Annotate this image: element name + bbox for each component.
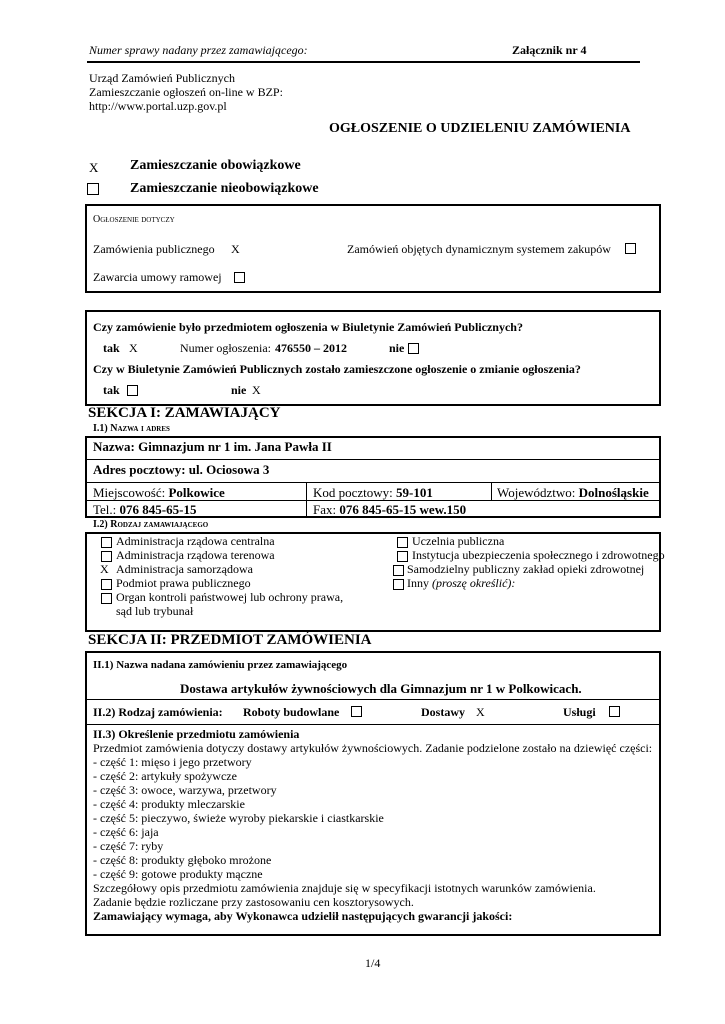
city-field — [93, 485, 225, 501]
type-control-label: Organ kontroli państwowej lub ochrony prawa, — [116, 590, 344, 604]
works-checkbox[interactable] — [351, 706, 362, 717]
mandatory-mark: X — [89, 160, 99, 175]
type-other-field — [407, 576, 515, 591]
bulletin-number-label: Numer ogłoszenia: — [180, 341, 271, 355]
voivodeship-field — [497, 485, 649, 501]
fax-field — [313, 502, 466, 518]
bulletin-q2-yes-checkbox[interactable] — [127, 385, 138, 396]
part-1: - część 1: mięso i jego przetwory — [93, 755, 252, 769]
type-insurance-checkbox[interactable] — [397, 551, 408, 562]
bulletin-q2-yes-label: tak — [103, 383, 120, 397]
bulletin-q2-no-mark: X — [252, 383, 261, 397]
org-name: Nazwa: Gimnazjum nr 1 im. Jana Pawła II — [93, 439, 332, 454]
bulletin-question-1: Czy zamówienie było przedmiotem ogłoszenia w Biuletynie Zamówień Publicznych? — [93, 320, 523, 334]
type-healthcare-checkbox[interactable] — [393, 565, 404, 576]
dynamic-system-checkbox[interactable] — [625, 243, 636, 254]
supplies-mark: X — [476, 705, 485, 719]
type-insurance-label: Instytucja ubezpieczenia społecznego i zdrowotnego — [412, 548, 665, 562]
type-control-label-cont: sąd lub trybunał — [116, 604, 194, 618]
services-label: Usługi — [563, 705, 596, 719]
bulletin-no-label: nie — [389, 341, 405, 355]
city-label: Miejscowość: — [93, 485, 166, 500]
type-regional-label: Administracja rządowa terenowa — [116, 548, 275, 562]
section-1-title: SEKCJA I: ZAMAWIAJĄCY — [88, 405, 281, 421]
type-university-checkbox[interactable] — [397, 537, 408, 548]
public-order-label: Zamówienia publicznego — [93, 242, 215, 256]
concerns-heading: Ogłoszenie dotyczy — [93, 214, 175, 225]
bulletin-yes-mark: X — [129, 341, 138, 355]
city-value: Polkowice — [168, 485, 225, 500]
part-7: - część 7: ryby — [93, 839, 164, 853]
type-local-label: Administracja samorządowa — [116, 562, 253, 576]
header-rule — [87, 61, 640, 63]
bulletin-no-checkbox[interactable] — [408, 343, 419, 354]
attachment-label: Załącznik nr 4 — [512, 43, 587, 57]
address-divider-2 — [86, 482, 660, 483]
tel-value: 076 845-65-15 — [119, 502, 197, 517]
bulletin-number-value: 476550 – 2012 — [275, 341, 347, 355]
framework-label: Zawarcia umowy ramowej — [93, 270, 222, 284]
part-4: - część 4: produkty mleczarskie — [93, 797, 245, 811]
tel-field — [93, 502, 196, 518]
mandatory-label: Zamieszczanie obowiązkowe — [130, 158, 301, 173]
postal-field — [313, 485, 433, 501]
part-6: - część 6: jaja — [93, 825, 159, 839]
public-order-mark: X — [231, 242, 240, 256]
office-name: Urząd Zamówień Publicznych — [89, 71, 235, 85]
services-checkbox[interactable] — [609, 706, 620, 717]
billing-note: Zadanie będzie rozliczane przy zastosowaniu cen kosztorysowych. — [93, 895, 414, 909]
type-central-label: Administracja rządowa centralna — [116, 534, 275, 548]
bulletin-question-2: Czy w Biuletynie Zamówień Publicznych zostało zamieszczone ogłoszenie o zmianie ogłoszenia? — [93, 362, 581, 376]
case-number-label: Numer sprawy nadany przez zamawiającego: — [89, 43, 308, 57]
order-intro: Przedmiot zamówienia dotyczy dostawy artykułów żywnościowych. Zadanie podzielone zostało na dziewięć części: — [93, 741, 653, 755]
part-8: - część 8: produkty głęboko mrożone — [93, 853, 272, 867]
supplies-label: Dostawy — [421, 705, 465, 719]
part-3: - część 3: owoce, warzywa, przetwory — [93, 783, 277, 797]
framework-checkbox[interactable] — [234, 272, 245, 283]
address-col-divider-2 — [491, 483, 492, 500]
dynamic-system-label: Zamówień objętych dynamicznym systemem zakupów — [347, 242, 611, 256]
section-2-sub-2: II.2) Rodzaj zamówienia: — [93, 705, 223, 719]
postal-value: 59-101 — [396, 485, 433, 500]
office-url[interactable]: http://www.portal.uzp.gov.pl — [89, 99, 227, 113]
address-divider-1 — [86, 459, 660, 460]
type-control-checkbox[interactable] — [101, 593, 112, 604]
optional-checkbox[interactable] — [87, 183, 99, 195]
section-1-sub-1: I.1) Nazwa i adres — [93, 423, 170, 434]
bulletin-q2-no-label: nie — [231, 383, 247, 397]
type-healthcare-label: Samodzielny publiczny zakład opieki zdrowotnej — [407, 562, 645, 576]
part-5: - część 5: pieczywo, świeże wyroby piekarskie i ciastkarskie — [93, 811, 384, 825]
section-1-sub-2: I.2) Rodzaj zamawiającego — [93, 519, 209, 530]
type-university-label: Uczelnia publiczna — [412, 534, 505, 548]
detail-note: Szczegółowy opis przedmiotu zamówienia znajduje się w specyfikacji istotnych warunków zamówienia. — [93, 881, 596, 895]
order-name: Dostawa artykułów żywnościowych dla Gimnazjum nr 1 w Polkowicach. — [180, 681, 582, 696]
tel-label: Tel.: — [93, 502, 117, 517]
guarantee-note: Zamawiający wymaga, aby Wykonawca udzielił następujących gwarancji jakości: — [93, 909, 513, 923]
type-other-label: Inny — [407, 576, 429, 590]
type-regional-checkbox[interactable] — [101, 551, 112, 562]
office-online: Zamieszczanie ogłoszeń on-line w BZP: — [89, 85, 283, 99]
section-2-sub-1: II.1) Nazwa nadana zamówieniu przez zamawiającego — [93, 659, 348, 671]
page-number: 1/4 — [365, 956, 381, 970]
voivodeship-label: Województwo: — [497, 485, 576, 500]
type-other-hint: (proszę określić): — [432, 576, 516, 590]
bulletin-yes-label: tak — [103, 341, 120, 355]
page-title: OGŁOSZENIE O UDZIELENIU ZAMÓWIENIA — [329, 121, 631, 136]
postal-label: Kod pocztowy: — [313, 485, 393, 500]
works-label: Roboty budowlane — [243, 705, 340, 719]
address-col-divider-1 — [306, 483, 307, 517]
type-public-law-label: Podmiot prawa publicznego — [116, 576, 251, 590]
fax-label: Fax: — [313, 502, 337, 517]
type-public-law-checkbox[interactable] — [101, 579, 112, 590]
voivodeship-value: Dolnośląskie — [578, 485, 649, 500]
type-local-mark: X — [100, 562, 109, 576]
section-2-divider-1 — [86, 699, 660, 700]
type-other-checkbox[interactable] — [393, 579, 404, 590]
section-2-title: SEKCJA II: PRZEDMIOT ZAMÓWIENIA — [88, 632, 372, 648]
org-address: Adres pocztowy: ul. Ociosowa 3 — [93, 462, 270, 477]
part-2: - część 2: artykuły spożywcze — [93, 769, 237, 783]
optional-label: Zamieszczanie nieobowiązkowe — [130, 181, 319, 196]
section-2-sub-3: II.3) Określenie przedmiotu zamówienia — [93, 727, 300, 741]
section-2-divider-2 — [86, 724, 660, 725]
part-9: - część 9: gotowe produkty mączne — [93, 867, 263, 881]
fax-value: 076 845-65-15 wew.150 — [339, 502, 467, 517]
type-central-checkbox[interactable] — [101, 537, 112, 548]
